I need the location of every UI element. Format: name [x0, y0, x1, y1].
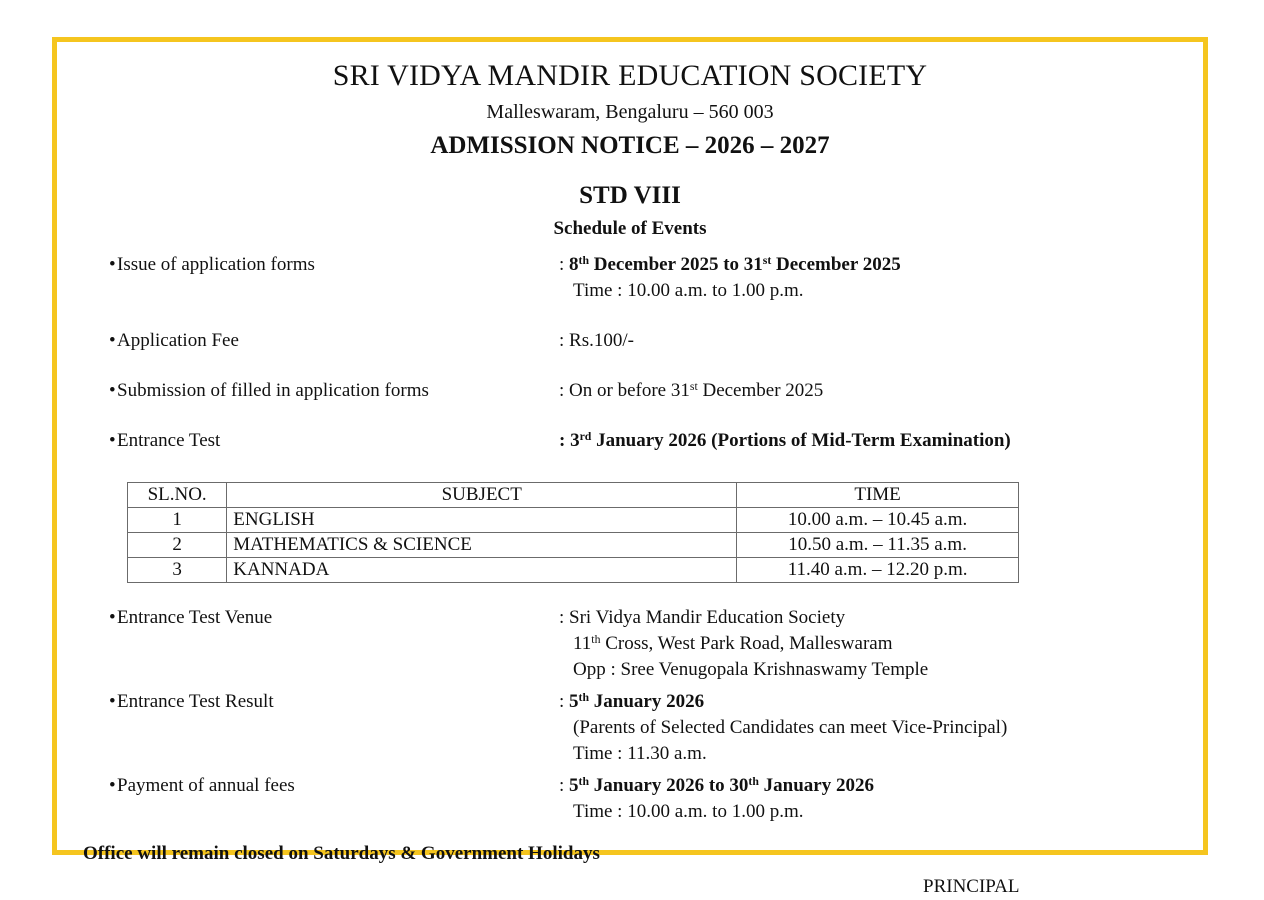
entrance-test-timetable — [127, 482, 1019, 583]
row-spacer — [57, 404, 1203, 428]
column-header-subject: SUBJECT — [227, 482, 737, 507]
office-closure-note: Office will remain closed on Saturdays & Government Holidays — [83, 843, 600, 865]
schedule-row-value: : Sri Vidya Mandir Education Society — [559, 607, 846, 629]
bullet-icon: • — [109, 379, 116, 401]
entrance-test-timetable-wrap — [57, 482, 1203, 583]
schedule-row — [57, 328, 1203, 354]
schedule-row-value: : Rs.100/- — [559, 329, 634, 351]
value-colon: : — [559, 607, 565, 629]
schedule-row-subline: Time : 10.00 a.m. to 1.00 p.m. — [573, 279, 804, 301]
value-colon: : — [559, 253, 565, 275]
schedule-row-subline: 11th Cross, West Park Road, Malleswaram — [573, 632, 893, 655]
schedule-row-value: : 3rd January 2026 (Portions of Mid-Term Examination) — [559, 429, 1011, 451]
standard-title: STD VIII — [579, 181, 681, 209]
table-header-row — [128, 482, 1019, 507]
row-spacer — [57, 354, 1203, 378]
schedule-row-value: : 5th January 2026 to 30th January 2026 — [559, 774, 874, 797]
society-name: SRI VIDYA MANDIR EDUCATION SOCIETY — [332, 59, 928, 92]
schedule-row-value: : On or before 31st December 2025 — [559, 379, 824, 401]
schedule-row-label: Issue of application forms — [117, 253, 315, 275]
column-header-time: TIME — [737, 482, 1019, 507]
schedule-of-events-heading: Schedule of Events — [553, 218, 707, 239]
table-body — [128, 507, 1019, 582]
schedule-row-label: Application Fee — [117, 329, 239, 351]
schedule-row — [57, 378, 1203, 404]
bullet-icon: • — [109, 775, 116, 797]
table-row — [128, 507, 1019, 532]
schedule-row — [57, 773, 1203, 799]
bullet-icon: • — [109, 329, 116, 351]
schedule-row-label: Entrance Test Venue — [117, 607, 273, 629]
cell-time: 10.00 a.m. – 10.45 a.m. — [737, 507, 1019, 532]
value-colon: : — [559, 329, 565, 351]
schedule-row-label: Payment of annual fees — [117, 775, 295, 797]
value-colon: : — [559, 429, 566, 451]
signatory-principal: PRINCIPAL — [923, 875, 1020, 897]
cell-subject: KANNADA — [227, 557, 737, 582]
schedule-row-label: Entrance Test Result — [117, 691, 274, 713]
value-colon: : — [559, 379, 565, 401]
bullet-icon: • — [109, 253, 116, 275]
schedule-row-subline: Opp : Sree Venugopala Krishnaswamy Temple — [573, 659, 929, 681]
bullet-icon: • — [109, 607, 116, 629]
cell-subject: MATHEMATICS & SCIENCE — [227, 532, 737, 557]
cell-time: 11.40 a.m. – 12.20 p.m. — [737, 557, 1019, 582]
value-colon: : — [559, 775, 565, 797]
schedule-events-list — [57, 252, 1203, 454]
schedule-row — [57, 689, 1203, 715]
schedule-row-value: : 5th January 2026 — [559, 690, 705, 713]
schedule-row — [57, 428, 1203, 454]
cell-time: 10.50 a.m. – 11.35 a.m. — [737, 532, 1019, 557]
schedule-row — [57, 605, 1203, 631]
table-row — [128, 532, 1019, 557]
schedule-row-value: : 8th December 2025 to 31st December 2025 — [559, 253, 901, 275]
bullet-icon: • — [109, 691, 116, 713]
bullet-icon: • — [109, 429, 116, 451]
cell-slno: 1 — [128, 507, 227, 532]
table-row — [128, 557, 1019, 582]
cell-slno: 3 — [128, 557, 227, 582]
schedule-row-label: Entrance Test — [117, 429, 221, 451]
notice-content — [57, 59, 1203, 897]
schedule-row-label: Submission of filled in application forms — [117, 379, 429, 401]
table-head — [128, 482, 1019, 507]
schedule-venue-list — [57, 605, 1203, 825]
schedule-row-subline: Time : 11.30 a.m. — [573, 743, 707, 765]
cell-subject: ENGLISH — [227, 507, 737, 532]
column-header-slno: SL.NO. — [128, 482, 227, 507]
admission-notice-title: ADMISSION NOTICE – 2026 – 2027 — [430, 132, 830, 159]
row-spacer — [57, 304, 1203, 328]
cell-slno: 2 — [128, 532, 227, 557]
value-colon: : — [559, 691, 565, 713]
schedule-row — [57, 252, 1203, 278]
schedule-row-subline: Time : 10.00 a.m. to 1.00 p.m. — [573, 801, 804, 823]
schedule-row-subline: (Parents of Selected Candidates can meet Vice-Principal) — [573, 717, 1008, 739]
notice-border-frame — [52, 37, 1208, 897]
society-address: Malleswaram, Bengaluru – 560 003 — [486, 101, 774, 123]
